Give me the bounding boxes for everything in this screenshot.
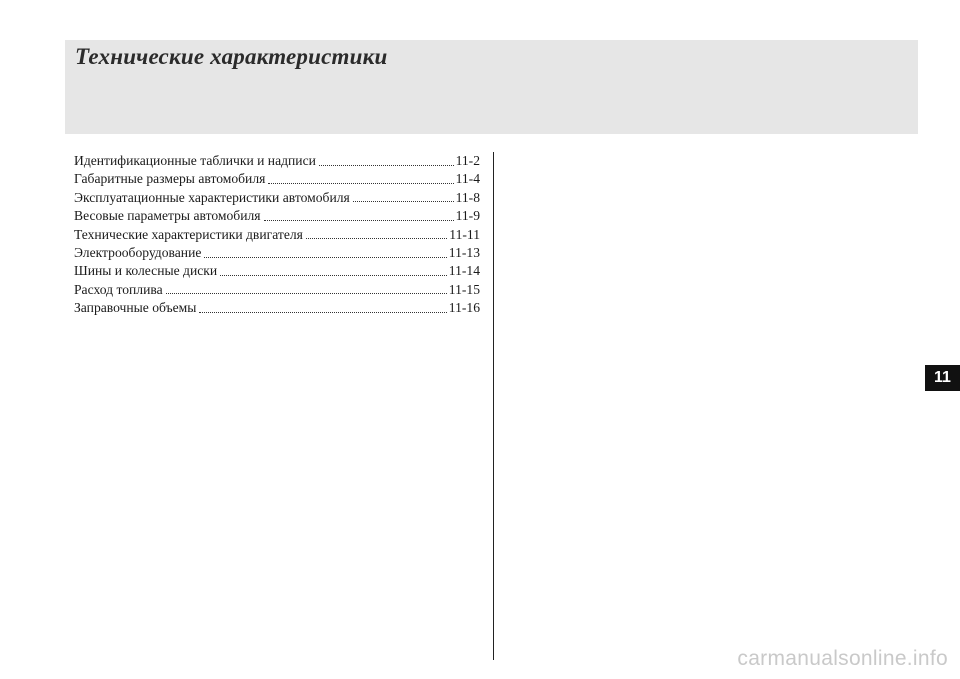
toc-dot-leader — [220, 275, 447, 276]
toc-dot-leader — [268, 183, 453, 184]
toc-entry[interactable] — [74, 262, 480, 280]
toc-dot-leader — [264, 220, 454, 221]
toc-entry[interactable] — [74, 244, 480, 262]
toc-entry-page: 11-13 — [448, 244, 480, 260]
toc-dot-leader — [306, 238, 447, 239]
toc-entry-page: 11-16 — [448, 300, 480, 316]
toc-entry-label: Шины и колесные диски — [74, 263, 218, 279]
toc-entry[interactable] — [74, 189, 480, 207]
toc-entry-label: Электрооборудование — [74, 244, 202, 260]
toc-entry[interactable] — [74, 170, 480, 188]
table-of-contents — [74, 152, 480, 318]
toc-entry-page: 11-11 — [449, 226, 480, 242]
toc-entry-page: 11-9 — [455, 208, 480, 224]
toc-entry-page: 11-2 — [455, 153, 480, 168]
toc-entry-label: Габаритные размеры автомобиля — [74, 171, 266, 187]
toc-entry-label: Технические характеристики двигателя — [74, 226, 303, 242]
toc-dot-leader — [353, 201, 454, 202]
toc-entry-label: Заправочные объемы — [74, 300, 197, 316]
toc-dot-leader — [166, 293, 447, 294]
toc-entry-page: 11-8 — [455, 189, 480, 205]
toc-entry[interactable] — [74, 226, 480, 244]
toc-dot-leader — [199, 312, 446, 313]
toc-entry-page: 11-14 — [448, 263, 480, 279]
toc-entry[interactable] — [74, 299, 480, 317]
toc-entry-page: 11-4 — [455, 171, 480, 187]
chapter-header — [65, 40, 918, 134]
toc-entry[interactable] — [74, 281, 480, 299]
watermark: carmanualsonline.info — [737, 647, 948, 670]
toc-entry[interactable] — [74, 152, 480, 170]
toc-dot-leader — [319, 165, 454, 166]
toc-entry[interactable] — [74, 207, 480, 225]
toc-entry-label: Весовые параметры автомобиля — [74, 208, 261, 224]
toc-entry-page: 11-15 — [448, 281, 480, 297]
chapter-title: Технические характеристики — [75, 44, 388, 69]
chapter-tab[interactable]: 11 — [925, 365, 960, 391]
toc-dot-leader — [204, 257, 446, 258]
column-divider — [493, 152, 494, 660]
toc-entry-label: Эксплуатационные характеристики автомобиля — [74, 189, 350, 205]
toc-entry-label: Расход топлива — [74, 281, 163, 297]
toc-entry-label: Идентификационные таблички и надписи — [74, 153, 316, 168]
